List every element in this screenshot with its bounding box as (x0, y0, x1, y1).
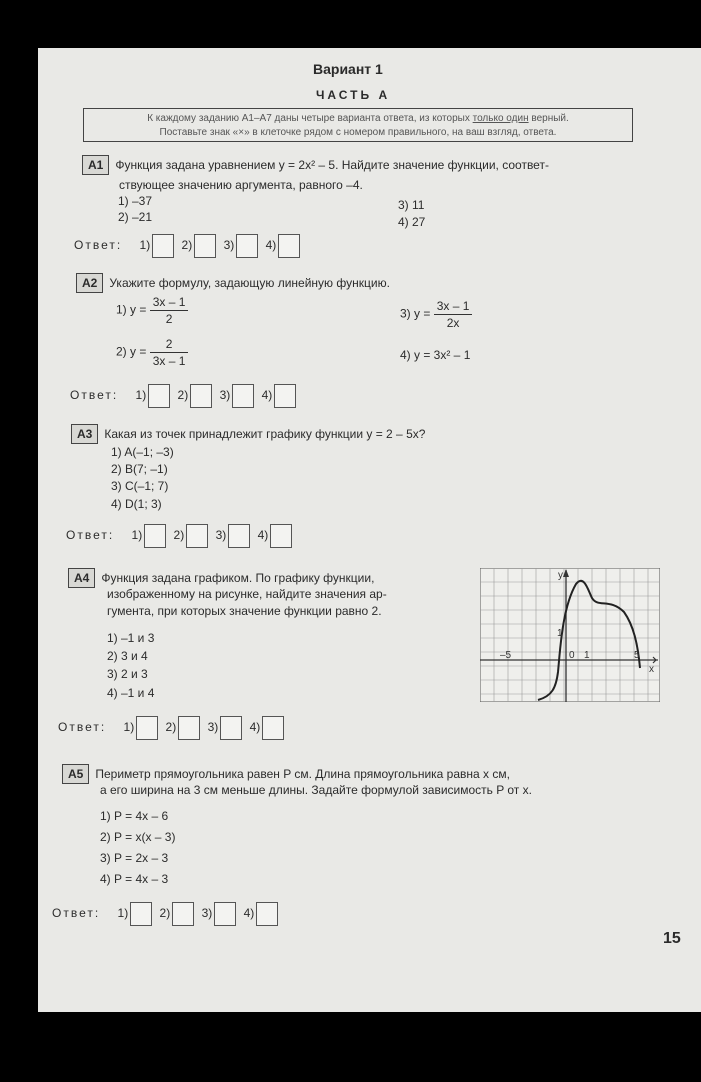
answer-num-1: 1) (135, 388, 147, 403)
graph-tick-y1: 1 (557, 628, 563, 639)
graph-x-label: x (649, 664, 654, 675)
a2-option-3 (400, 298, 472, 331)
answer-num-3: 3) (215, 528, 227, 543)
a2-answer-row (70, 384, 300, 408)
a1-answer-box-4[interactable] (278, 234, 300, 258)
a4-answer-box-2[interactable] (178, 716, 200, 740)
answer-num-4: 4) (257, 528, 269, 543)
answer-num-2: 2) (165, 720, 177, 735)
a4-answer-box-4[interactable] (262, 716, 284, 740)
a3-answer-row (66, 524, 296, 548)
a2-answer-box-3[interactable] (232, 384, 254, 408)
variant-title: Вариант 1 (313, 61, 383, 77)
a4-function-graph (480, 568, 660, 702)
a1-option-3: 3) 11 (398, 198, 425, 212)
a2-option-2-fraction (150, 336, 189, 369)
a2-text: Укажите формулу, задающую линейную функцию. (109, 276, 390, 290)
a3-answer-box-1[interactable] (144, 524, 166, 548)
answer-num-2: 2) (177, 388, 189, 403)
a5-option-4: 4) P = 4x – 3 (100, 872, 169, 886)
a3-question (71, 424, 425, 444)
a5-label: А5 (62, 764, 89, 784)
a4-option-2: 2) 3 и 4 (107, 649, 148, 663)
a3-answer-box-4[interactable] (270, 524, 292, 548)
answer-label: Ответ: (58, 720, 107, 735)
a1-answer-box-3[interactable] (236, 234, 258, 258)
a3-option-2: 2) B(7; –1) (111, 462, 168, 476)
a5-text-line2: а его ширина на 3 см меньше длины. Задайте формулой зависимость P от x. (100, 783, 532, 797)
answer-label: Ответ: (74, 238, 123, 253)
a2-option-1-denominator: 2 (165, 312, 173, 326)
answer-label: Ответ: (52, 906, 101, 921)
page-number: 15 (663, 930, 681, 947)
a4-text-line3: гумента, при которых значение функции равно 2. (107, 604, 382, 618)
graph-y-label: y (558, 570, 563, 581)
a5-answer-box-2[interactable] (172, 902, 194, 926)
a5-option-1: 1) P = 4x – 6 (100, 809, 169, 823)
a5-text-line1: Периметр прямоугольника равен P см. Длина прямоугольника равна x см, (95, 767, 510, 781)
answer-num-1: 1) (131, 528, 143, 543)
a4-option-4: 4) –1 и 4 (107, 686, 155, 700)
instructions-line-2: Поставьте знак «×» в клеточке рядом с номером правильного, на ваш взгляд, ответа. (159, 127, 557, 138)
a3-option-3: 3) C(–1; 7) (111, 479, 169, 493)
a1-answer-box-1[interactable] (152, 234, 174, 258)
a2-option-3-numerator: 3x – 1 (434, 298, 473, 315)
a4-text-line2: изображенному на рисунке, найдите значения ар- (107, 587, 387, 601)
instructions-text-c: верный. (528, 113, 569, 124)
a4-answer-box-1[interactable] (136, 716, 158, 740)
answer-num-4: 4) (261, 388, 273, 403)
a1-text-line1: Функция задана уравнением y = 2x² – 5. Найдите значение функции, соответ- (115, 158, 549, 172)
graph-tick-5: 5 (634, 650, 640, 661)
a5-answer-row (52, 902, 282, 926)
a3-answer-box-3[interactable] (228, 524, 250, 548)
a1-text-line2: ствующее значению аргумента, равного –4. (119, 178, 363, 192)
answer-num-3: 3) (207, 720, 219, 735)
a1-answer-row (74, 234, 304, 258)
a2-label: А2 (76, 273, 103, 293)
a5-option-3: 3) P = 2x – 3 (100, 851, 169, 865)
answer-num-2: 2) (173, 528, 185, 543)
a2-option-2-denominator: 3x – 1 (152, 354, 186, 368)
a4-text-line1: Функция задана графиком. По графику функции, (101, 571, 375, 585)
instructions-emphasis: только один (472, 113, 529, 124)
answer-num-1: 1) (139, 238, 151, 253)
answer-label: Ответ: (70, 388, 119, 403)
a5-option-2: 2) P = x(x – 3) (100, 830, 176, 844)
a4-answer-box-3[interactable] (220, 716, 242, 740)
a1-option-2: 2) –21 (118, 210, 153, 224)
answer-num-4: 4) (243, 906, 255, 921)
a2-option-4: 4) y = 3x² – 1 (400, 348, 471, 362)
a2-option-3-prefix: 3) y = (400, 306, 431, 321)
a5-answer-box-4[interactable] (256, 902, 278, 926)
a1-question (82, 155, 549, 175)
a5-answer-box-1[interactable] (130, 902, 152, 926)
a2-option-1 (116, 294, 188, 327)
a4-question (68, 568, 374, 588)
a2-option-3-fraction (434, 298, 473, 331)
a1-answer-box-2[interactable] (194, 234, 216, 258)
instructions-box (83, 108, 633, 142)
a4-option-3: 3) 2 и 3 (107, 667, 148, 681)
graph-tick-1: 1 (584, 650, 590, 661)
a5-answer-box-3[interactable] (214, 902, 236, 926)
answer-num-2: 2) (159, 906, 171, 921)
a2-question (76, 273, 390, 293)
a1-label: А1 (82, 155, 109, 175)
graph-tick-neg5: –5 (500, 650, 512, 661)
instructions-text-a: К каждому заданию А1–А7 даны четыре варианта ответа, из которых (147, 113, 473, 124)
a2-option-1-prefix: 1) y = (116, 302, 147, 317)
answer-num-4: 4) (265, 238, 277, 253)
a5-question (62, 764, 510, 784)
a3-option-1: 1) A(–1; –3) (111, 445, 174, 459)
answer-num-3: 3) (201, 906, 213, 921)
a2-answer-box-4[interactable] (274, 384, 296, 408)
answer-num-2: 2) (181, 238, 193, 253)
a1-option-4: 4) 27 (398, 215, 426, 229)
answer-num-1: 1) (123, 720, 135, 735)
a3-label: А3 (71, 424, 98, 444)
a1-option-1: 1) –37 (118, 194, 153, 208)
graph-tick-0: 0 (569, 650, 575, 661)
a2-option-1-numerator: 3x – 1 (150, 294, 189, 311)
a2-answer-box-1[interactable] (148, 384, 170, 408)
answer-num-1: 1) (117, 906, 129, 921)
a2-option-3-denominator: 2x (446, 316, 460, 330)
a2-option-1-fraction (150, 294, 189, 327)
a3-option-4: 4) D(1; 3) (111, 497, 162, 511)
answer-num-3: 3) (219, 388, 231, 403)
a3-text: Какая из точек принадлежит графику функции y = 2 – 5x? (104, 427, 426, 441)
a3-answer-box-2[interactable] (186, 524, 208, 548)
answer-label: Ответ: (66, 528, 115, 543)
a4-answer-row (58, 716, 288, 740)
answer-num-4: 4) (249, 720, 261, 735)
part-title: ЧАСТЬ А (316, 88, 391, 102)
a2-option-2 (116, 336, 188, 369)
a4-option-1: 1) –1 и 3 (107, 631, 155, 645)
a2-option-2-prefix: 2) y = (116, 344, 147, 359)
a4-label: А4 (68, 568, 95, 588)
workbook-page (38, 48, 701, 1012)
answer-num-3: 3) (223, 238, 235, 253)
a2-option-2-numerator: 2 (150, 336, 189, 353)
a2-answer-box-2[interactable] (190, 384, 212, 408)
